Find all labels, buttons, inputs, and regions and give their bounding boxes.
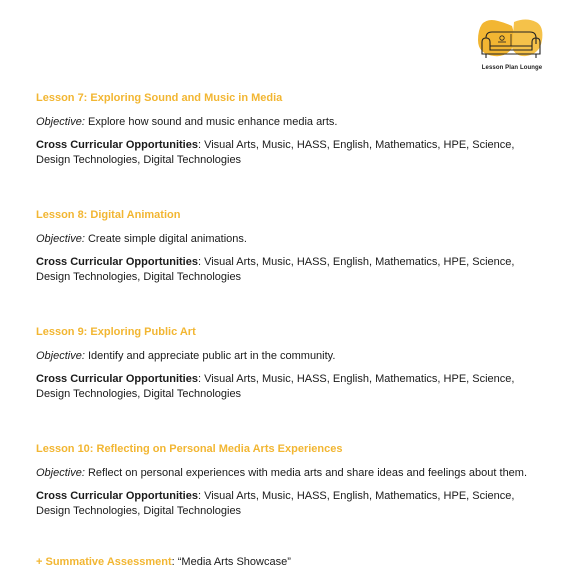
lesson-objective bbox=[36, 115, 546, 129]
objective-text: Explore how sound and music enhance media arts. bbox=[87, 116, 338, 128]
cross-curricular-label: Cross Curricular Opportunities bbox=[36, 256, 198, 268]
objective-label: Objective: bbox=[36, 116, 85, 128]
lesson-8 bbox=[36, 208, 546, 285]
cross-curricular-text: : Visual Arts, Music, HASS, English, Mathematics, HPE, Science, Design Technologies, Digital Technologies bbox=[36, 139, 515, 166]
cross-curricular bbox=[36, 138, 546, 168]
lesson-title: Lesson 9: Exploring Public Art bbox=[36, 326, 196, 338]
lesson-title: Lesson 10: Reflecting on Personal Media Arts Experiences bbox=[36, 443, 343, 455]
objective-text: Reflect on personal experiences with media arts and share ideas and feelings about them. bbox=[87, 467, 528, 479]
summative-label: + Summative Assessment bbox=[36, 556, 172, 568]
lesson-title: Lesson 8: Digital Animation bbox=[36, 209, 181, 221]
objective-label: Objective: bbox=[36, 233, 85, 245]
cross-curricular-label: Cross Curricular Opportunities bbox=[36, 139, 198, 151]
lesson-objective bbox=[36, 349, 546, 363]
objective-label: Objective: bbox=[36, 350, 85, 362]
lesson-plan-lounge-logo bbox=[472, 18, 552, 76]
lesson-list bbox=[36, 91, 546, 569]
cross-curricular-text: : Visual Arts, Music, HASS, English, Mathematics, HPE, Science, Design Technologies, Digital Technologies bbox=[36, 373, 515, 400]
lesson-10 bbox=[36, 442, 546, 519]
cross-curricular-text: : Visual Arts, Music, HASS, English, Mathematics, HPE, Science, Design Technologies, Digital Technologies bbox=[36, 256, 515, 283]
cross-curricular-label: Cross Curricular Opportunities bbox=[36, 490, 198, 502]
lesson-title: Lesson 7: Exploring Sound and Music in Media bbox=[36, 92, 283, 104]
lesson-7 bbox=[36, 91, 546, 168]
lesson-objective bbox=[36, 466, 546, 480]
objective-text: Identify and appreciate public art in the community. bbox=[87, 350, 336, 362]
lesson-9 bbox=[36, 325, 546, 402]
summative-assessment bbox=[36, 555, 546, 569]
cross-curricular bbox=[36, 255, 546, 285]
lesson-objective bbox=[36, 232, 546, 246]
cross-curricular-text: : Visual Arts, Music, HASS, English, Mathematics, HPE, Science, Design Technologies, Digital Technologies bbox=[36, 490, 515, 517]
logo-text: Lesson Plan Lounge bbox=[481, 65, 543, 71]
cross-curricular bbox=[36, 372, 546, 402]
objective-label: Objective: bbox=[36, 467, 85, 479]
objective-text: Create simple digital animations. bbox=[87, 233, 247, 245]
summative-text: : “Media Arts Showcase” bbox=[171, 556, 291, 568]
cross-curricular-label: Cross Curricular Opportunities bbox=[36, 373, 198, 385]
sofa-icon bbox=[472, 18, 552, 64]
cross-curricular bbox=[36, 489, 546, 519]
